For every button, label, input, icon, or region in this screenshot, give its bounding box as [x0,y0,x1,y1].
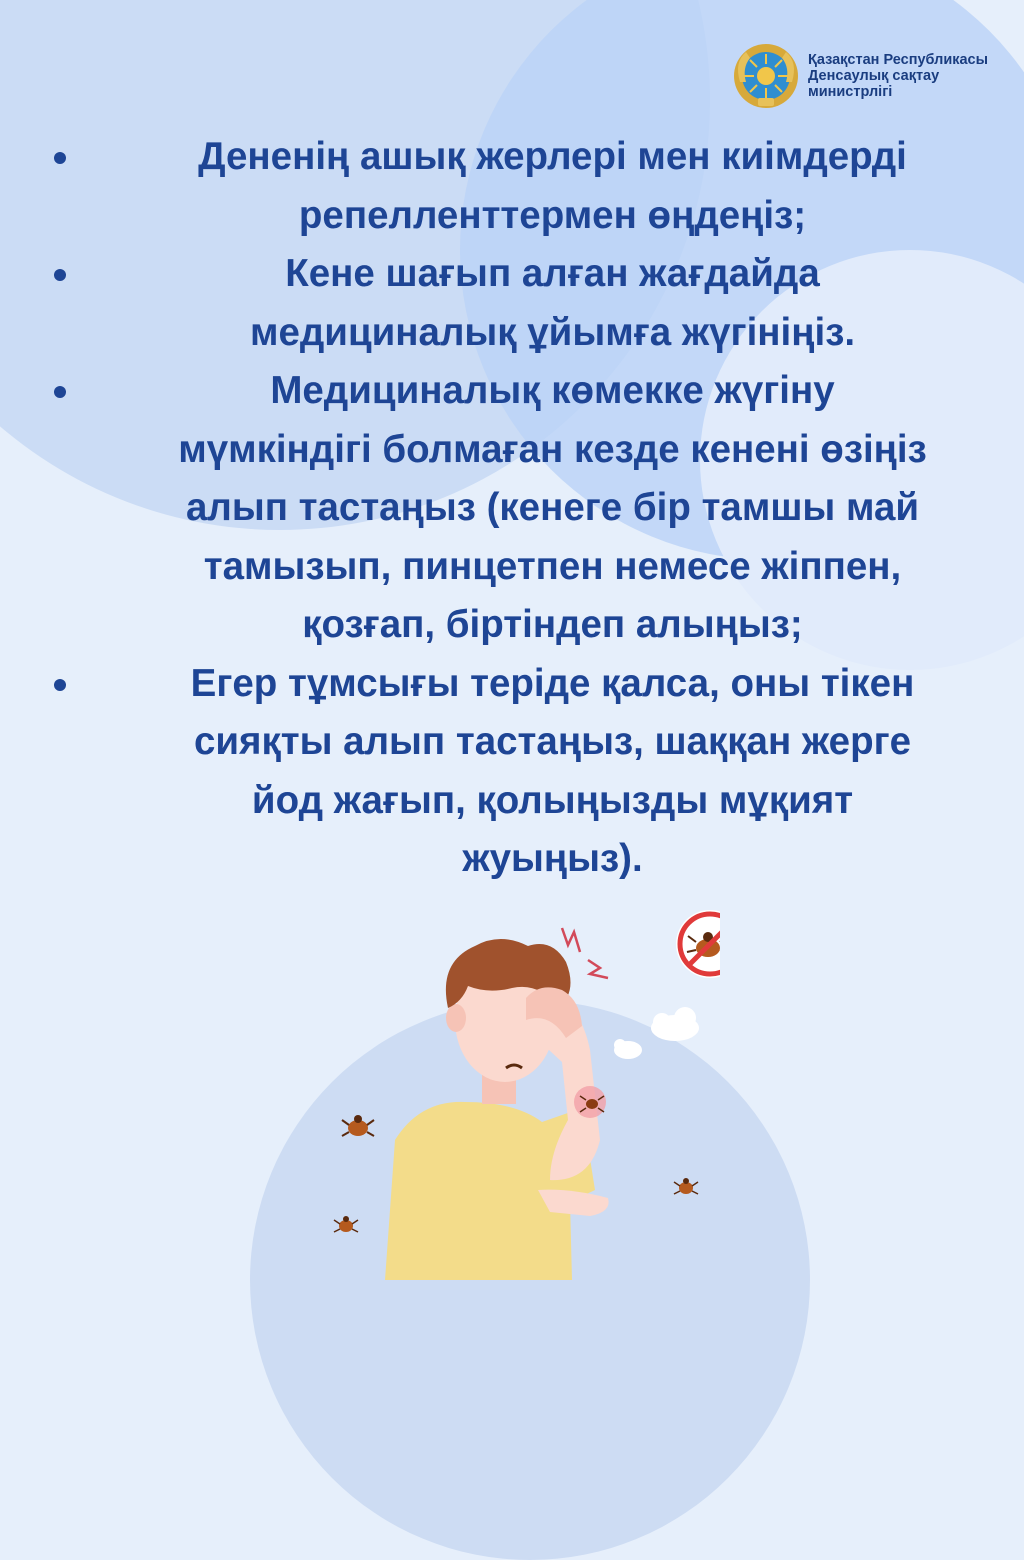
bullet-dot [54,269,66,281]
bullet-dot [54,679,66,691]
advice-line: алып тастаңыз (кенеге бір тамшы май [185,486,920,529]
advice-line: жуыңыз). [462,837,643,880]
tick-icon [334,1216,358,1232]
advice-line: йод жағып, қолыңызды мұқият [251,778,854,822]
advice-line: мүмкіндігі болмаған кезде кенені өзіңіз [178,427,927,471]
no-tick-icon [676,910,720,978]
advice-line: Кене шағып алған жағдайда [285,252,820,295]
bullet-dot [54,386,66,398]
state-emblem-icon [732,42,800,110]
advice-line: тамызып, пинцетпен немесе жіппен, [203,544,902,588]
advice-line: репелленттермен өңдеңіз; [298,193,807,237]
advice-line: медициналық ұйымға жүгініңіз. [249,310,856,354]
man-illustration [290,890,720,1280]
advice-line: сияқты алып тастаңыз, шаққан жерге [193,720,912,763]
advice-line: Медициналық көмекке жүгіну [270,369,835,412]
advice-item [40,245,1015,362]
ministry-name-line: министрлігі [808,84,893,100]
advice-item [40,362,1015,655]
ministry-logo [732,42,988,110]
advice-item [40,128,1015,245]
tick-icon [342,1115,374,1136]
tick-icon [674,1178,698,1194]
advice-line: қозғап, біртіндеп алыңыз; [302,603,803,646]
advice-list [40,128,1015,889]
bullet-dot [54,152,66,164]
ministry-name-line: Қазақстан Республикасы [808,52,989,68]
advice-line: Егер тұмсығы теріде қалса, оны тікен [190,661,915,705]
ministry-name-line: Денсаулық сақтау [808,68,940,84]
advice-line: Дененің ашық жерлері мен киімдерді [198,135,907,178]
advice-item [40,655,1015,889]
